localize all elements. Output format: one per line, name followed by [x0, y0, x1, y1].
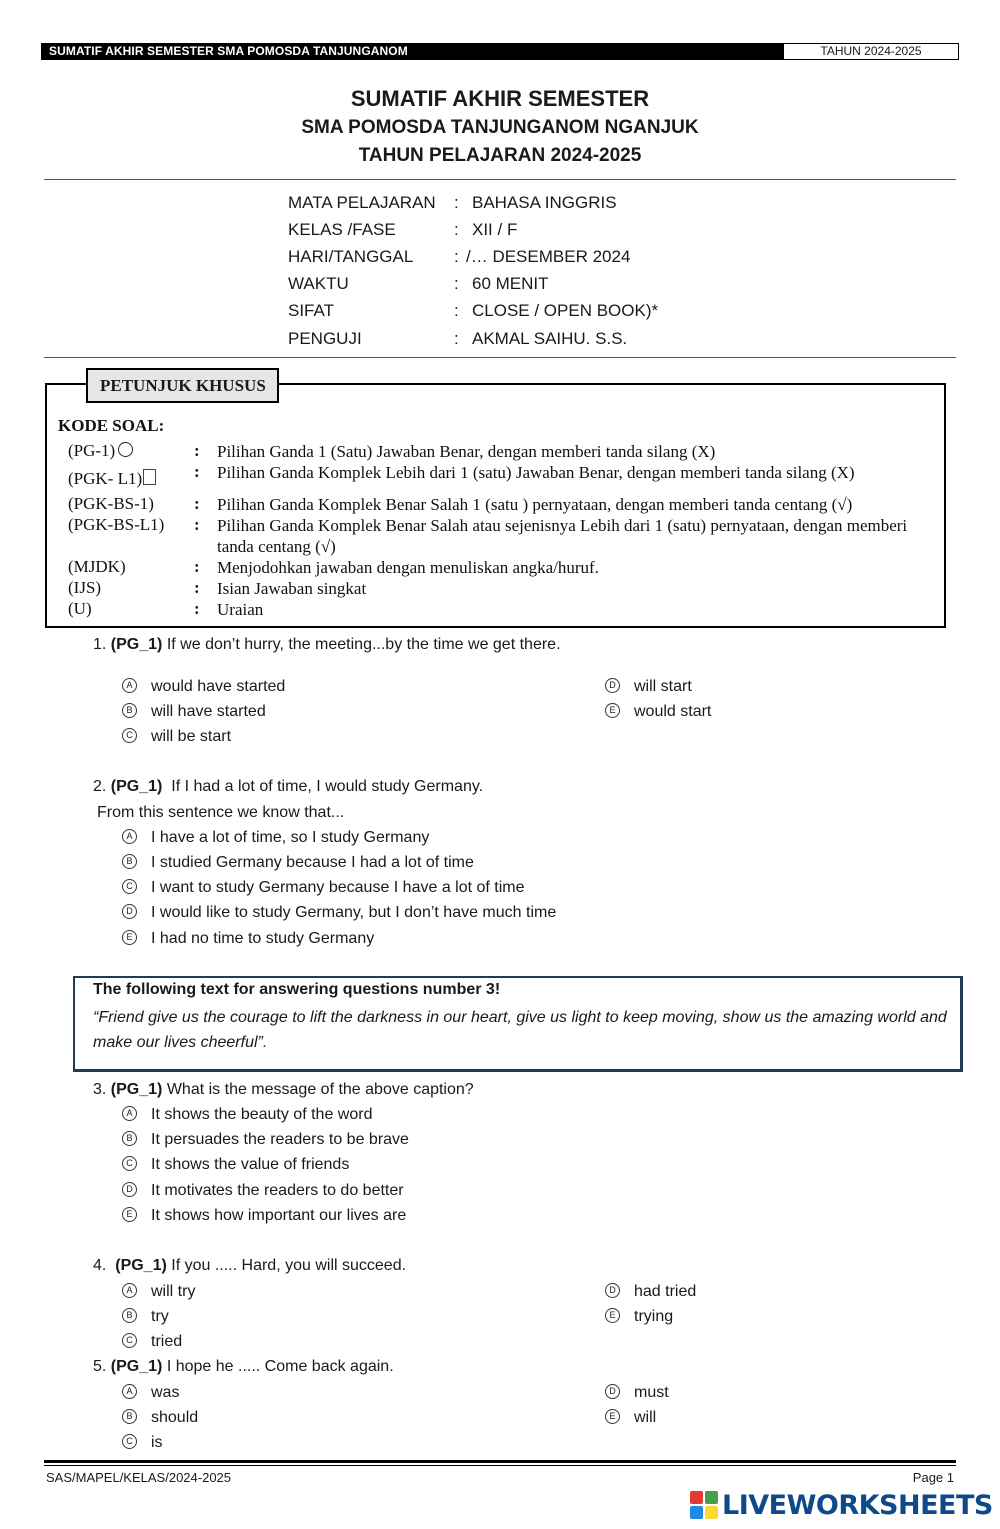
meta-colon: :: [454, 274, 459, 293]
option-text: should: [151, 1409, 199, 1426]
option-text: is: [151, 1434, 163, 1451]
meta-value: AKMAL SAIHU. S.S.: [472, 329, 628, 348]
option-letter-icon: D: [605, 678, 620, 693]
question-code: (PG_1): [110, 1358, 163, 1375]
option-text: will: [634, 1409, 657, 1426]
option-letter-icon: C: [122, 879, 137, 894]
page-number: Page 1: [912, 1470, 954, 1485]
option-letter-icon: E: [605, 1409, 620, 1424]
question-text: I hope he ..... Come back again.: [166, 1358, 394, 1375]
meta-label: PENGUJI: [288, 329, 362, 348]
option-text: I want to study Germany because I have a lot of time: [151, 879, 525, 896]
option-text: I have a lot of time, so I study Germany: [151, 829, 430, 846]
option-letter-icon: D: [122, 1182, 137, 1197]
option-letter-icon: B: [122, 1308, 137, 1323]
option-letter-icon: B: [122, 703, 137, 718]
option-letter-icon: B: [122, 1409, 137, 1424]
header-year-label: TAHUN 2024-2025: [783, 43, 959, 60]
option-text: will try: [151, 1283, 196, 1300]
question-text: If I had a lot of time, I would study Germany.: [171, 778, 484, 795]
option-letter-icon: C: [122, 1434, 137, 1449]
school-name: SMA POMOSDA TANJUNGANOM NGANJUK: [301, 117, 699, 138]
code-description: Isian Jawaban singkat: [217, 579, 367, 598]
meta-label: KELAS /FASE: [288, 220, 396, 239]
question-text: If we don’t hurry, the meeting...by the time we get there.: [166, 636, 561, 653]
question-number: 1.: [93, 636, 107, 653]
question-subtext: From this sentence we know that...: [97, 804, 345, 821]
code-description: Menjodohkan jawaban dengan menuliskan angka/huruf.: [217, 558, 599, 577]
brand-name: LIVEWORKSHEETS: [722, 1489, 993, 1521]
option-letter-icon: C: [122, 1156, 137, 1171]
option-letter-icon: D: [605, 1283, 620, 1298]
liveworksheets-logo[interactable]: [690, 1487, 993, 1523]
question-number: 2.: [93, 778, 107, 795]
meta-colon: :: [454, 247, 459, 266]
option-text: trying: [634, 1308, 674, 1325]
brand-square: [705, 1506, 718, 1519]
question-2: [93, 778, 483, 796]
meta-colon: :: [454, 220, 459, 239]
code-label: (PGK-BS-1): [68, 494, 154, 513]
option-letter-icon: E: [605, 703, 620, 718]
meta-value: XII / F: [472, 220, 518, 239]
meta-colon: :: [454, 329, 459, 348]
brand-grid-icon: [690, 1491, 718, 1519]
option-text: will start: [634, 678, 692, 695]
code-label: (PG-1): [68, 441, 116, 460]
passage-title: The following text for answering questions number 3!: [93, 981, 501, 998]
question-code: (PG_1): [110, 1081, 163, 1098]
option-text: It shows the value of friends: [151, 1156, 350, 1173]
option-letter-icon: C: [122, 1333, 137, 1348]
meta-label: HARI/TANGGAL: [288, 247, 414, 266]
option-letter-icon: E: [122, 930, 137, 945]
question-4: [93, 1257, 406, 1275]
option-text: had tried: [634, 1283, 697, 1300]
option-letter-icon: A: [122, 1384, 137, 1399]
option-text: will be start: [151, 728, 232, 745]
code-label: (PGK-BS-L1): [68, 515, 165, 534]
question-5: [93, 1358, 394, 1376]
brand-square: [690, 1506, 703, 1519]
option-text: I would like to study Germany, but I don’t have much time: [151, 904, 557, 921]
option-text: It shows how important our lives are: [151, 1207, 407, 1224]
code-description: Pilihan Ganda Komplek Benar Salah atau sejenisnya Lebih dari 1 (satu) pernyataan, dengan memberi tanda centang (√): [217, 516, 908, 556]
option-letter-icon: C: [122, 728, 137, 743]
page-title: SUMATIF AKHIR SEMESTER: [350, 86, 650, 111]
option-text: It shows the beauty of the word: [151, 1106, 373, 1123]
circle-icon: [118, 442, 133, 457]
meta-label: SIFAT: [288, 301, 334, 320]
meta-colon: :: [454, 193, 459, 212]
meta-label: MATA PELAJARAN: [288, 193, 436, 212]
option-text: try: [151, 1308, 169, 1325]
code-item: [68, 469, 156, 489]
option-letter-icon: E: [605, 1308, 620, 1323]
question-code: (PG_1): [110, 636, 163, 653]
option-letter-icon: A: [122, 678, 137, 693]
divider: [44, 179, 956, 180]
meta-colon: :: [454, 301, 459, 320]
academic-year: TAHUN PELAJARAN 2024-2025: [358, 145, 642, 166]
code-colon: :: [194, 441, 200, 460]
code-item: [68, 441, 133, 461]
code-colon: :: [194, 578, 200, 597]
option-text: would have started: [151, 678, 286, 695]
option-text: was: [151, 1384, 180, 1401]
brand-square: [705, 1491, 718, 1504]
footer-divider: [44, 1460, 956, 1463]
code-description: Pilihan Ganda 1 (Satu) Jawaban Benar, dengan memberi tanda silang (X): [217, 442, 716, 461]
option-text: tried: [151, 1333, 183, 1350]
question-number: 4.: [93, 1257, 107, 1274]
option-text: I had no time to study Germany: [151, 930, 375, 947]
code-description: Pilihan Ganda Komplek Lebih dari 1 (satu) Jawaban Benar, dengan memberi tanda silang (X): [217, 463, 855, 482]
option-text: I studied Germany because I had a lot of time: [151, 854, 474, 871]
code-colon: :: [194, 599, 200, 618]
code-label: (MJDK): [68, 557, 126, 576]
option-letter-icon: B: [122, 854, 137, 869]
meta-label: WAKTU: [288, 274, 349, 293]
code-label: (U): [68, 599, 92, 618]
code-colon: :: [194, 557, 200, 576]
footer-divider: [44, 1465, 956, 1466]
code-description: Uraian: [217, 600, 264, 619]
question-code: (PG_1): [110, 778, 163, 795]
option-text: will have started: [151, 703, 266, 720]
option-letter-icon: D: [122, 904, 137, 919]
footer-code: SAS/MAPEL/KELAS/2024-2025: [46, 1470, 232, 1485]
code-label: (PGK- L1): [68, 469, 143, 488]
instructions-tab: PETUNJUK KHUSUS: [86, 368, 279, 403]
question-number: 5.: [93, 1358, 107, 1375]
checkbox-icon: [143, 469, 156, 485]
meta-value: BAHASA INGGRIS: [472, 193, 617, 212]
brand-square: [690, 1491, 703, 1504]
question-text: What is the message of the above caption?: [166, 1081, 474, 1098]
option-letter-icon: A: [122, 1106, 137, 1121]
question-3: [93, 1081, 474, 1099]
option-letter-icon: E: [122, 1207, 137, 1222]
option-letter-icon: D: [605, 1384, 620, 1399]
code-heading: KODE SOAL:: [58, 416, 165, 435]
option-text: It persuades the readers to be brave: [151, 1131, 409, 1148]
passage-text: “Friend give us the courage to lift the darkness in our heart, give us light to keep moving, show us the amazing world and make our lives cheerful”.: [93, 1009, 947, 1051]
divider: [44, 357, 956, 358]
option-text: would start: [634, 703, 712, 720]
code-colon: :: [194, 462, 200, 481]
option-letter-icon: A: [122, 829, 137, 844]
option-letter-icon: A: [122, 1283, 137, 1298]
option-letter-icon: B: [122, 1131, 137, 1146]
option-text: It motivates the readers to do better: [151, 1182, 404, 1199]
meta-value: 60 MENIT: [472, 274, 549, 293]
code-colon: :: [194, 515, 200, 534]
code-label: (IJS): [68, 578, 102, 597]
meta-value: /… DESEMBER 2024: [466, 247, 631, 266]
header-school-label: SUMATIF AKHIR SEMESTER SMA POMOSDA TANJUNGANOM: [41, 43, 783, 60]
meta-value: CLOSE / OPEN BOOK)*: [472, 301, 659, 320]
question-1: [93, 636, 561, 654]
question-text: If you ..... Hard, you will succeed.: [171, 1257, 407, 1274]
code-colon: :: [194, 494, 200, 513]
question-number: 3.: [93, 1081, 107, 1098]
option-text: must: [634, 1384, 669, 1401]
code-description: Pilihan Ganda Komplek Benar Salah 1 (satu ) pernyataan, dengan memberi tanda centang (√): [217, 495, 853, 514]
question-code: (PG_1): [115, 1257, 167, 1274]
